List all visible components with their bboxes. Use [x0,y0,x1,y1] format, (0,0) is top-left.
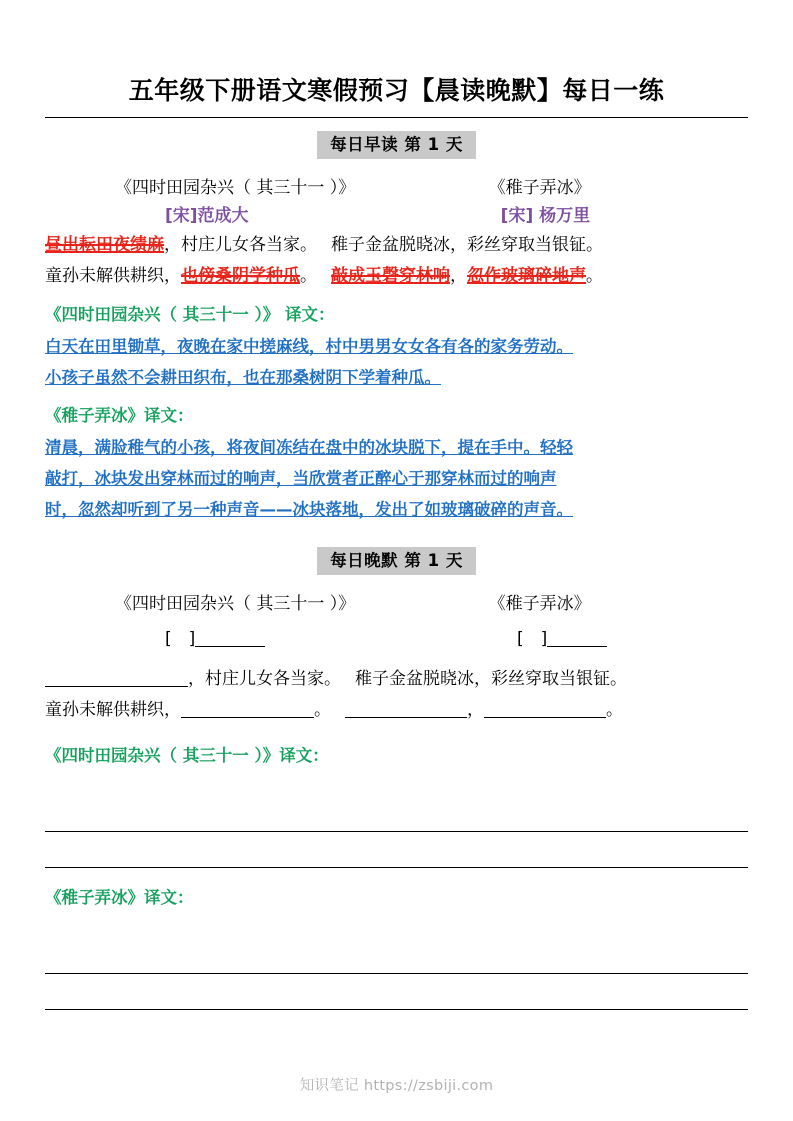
author-blank-cell-1 [45,624,459,654]
verse-punct-2: ， [450,266,467,286]
author-name-blank-1[interactable] [195,646,265,647]
evening-verse-line-1 [45,664,748,695]
translation-heading-2: 《稚子弄冰》译文： [45,406,194,425]
answer-heading-1: 《四时田园杂兴（ 其三十一 ）》译文： [45,746,329,765]
evening-verse-text-3: 童孙未解供耕织， [45,700,181,720]
watermark: 知识笔记 https://zsbiji.com [299,1078,494,1094]
author-blank-cell-2 [459,624,748,654]
verse-text-1: ，村庄儿女各当家。 [164,235,317,255]
verse-blank-2[interactable] [181,717,314,718]
answer-ruled-line[interactable] [45,796,748,832]
verse-punct-3: 。 [586,266,603,286]
translation-line: 时，忽然却听到了另一种声音——冰块落地，发出了如玻璃破碎的声音。 [45,500,573,519]
page-title: 五年级下册语文寒假预习【晨读晚默】每日一练 [128,76,665,105]
answer-ruled-line[interactable] [45,974,748,1010]
morning-poem-author-2: [宋] 杨万里 [500,206,591,226]
morning-poem-titles [45,174,748,230]
translation-line: 小孩子虽然不会耕田织布，也在那桑树阴下学着种瓜。 [45,368,441,387]
marked-phrase-4: 忽作玻璃碎地声 [467,266,586,286]
marked-phrase-1: 昼出耘田夜绩麻 [45,235,164,255]
answer-ruled-line[interactable] [45,938,748,974]
morning-poem-title-2: 《稚子弄冰》 [488,178,591,198]
translation-heading-1: 《四时田园杂兴（ 其三十一 ）》 译文： [45,305,335,324]
morning-poem-author-1: [宋]范成大 [165,206,249,226]
evening-poem-title-2: 《稚子弄冰》 [488,594,591,614]
evening-badge: 每日晚默 第 1 天 [317,547,476,575]
verse-blank-3[interactable] [345,717,467,718]
evening-section-header [45,547,748,575]
verse-text-3: 童孙未解供耕织， [45,266,181,286]
morning-badge: 每日早读 第 1 天 [317,131,476,159]
verse-punct-1: 。 [300,266,317,286]
answer-ruled-line[interactable] [45,832,748,868]
author-name-blank-2[interactable] [547,646,607,647]
verse-blank-4[interactable] [484,717,606,718]
evening-verse-punct-2: ， [467,700,484,720]
verse-text-2: 稚子金盆脱晓冰，彩丝穿取当银钲。 [331,235,603,255]
evening-verse-text-1: ，村庄儿女各当家。 [188,669,341,689]
marked-phrase-3: 敲成玉磬穿林响 [331,266,450,286]
title-divider [45,117,748,118]
answer-heading-2: 《稚子弄冰》译文： [45,888,194,907]
evening-verse-text-2: 稚子金盆脱晓冰，彩丝穿取当银钲。 [355,669,627,689]
translation-line: 白天在田里锄草，夜晚在家中搓麻线，村中男男女女各有各的家务劳动。 [45,337,573,356]
morning-verse-line-1 [45,230,748,261]
dynasty-bracket-blank-1[interactable]: [ ] [165,629,196,649]
morning-verse-line-2 [45,261,748,292]
evening-verse-line-2 [45,695,748,726]
translation-line: 清晨，满脸稚气的小孩，将夜间冻结在盘中的冰块脱下，提在手中。轻轻 [45,438,573,457]
dynasty-bracket-blank-2[interactable]: [ ] [517,629,548,649]
morning-poem-title-1: 《四时田园杂兴（ 其三十一 ）》 [115,178,356,198]
verse-blank-1[interactable] [45,686,188,687]
evening-poem-titles [45,590,748,618]
translation-line: 敲打，冰块发出穿林而过的响声，当欣赏者正醉心于那穿林而过的响声 [45,469,557,488]
marked-phrase-2: 也傍桑阴学种瓜 [181,266,300,286]
evening-verse-punct-3: 。 [606,700,623,720]
evening-poem-title-1: 《四时田园杂兴（ 其三十一 ）》 [115,594,356,614]
evening-verse-punct-1: 。 [314,700,331,720]
morning-section-header [45,131,748,159]
evening-author-blanks [45,624,748,654]
